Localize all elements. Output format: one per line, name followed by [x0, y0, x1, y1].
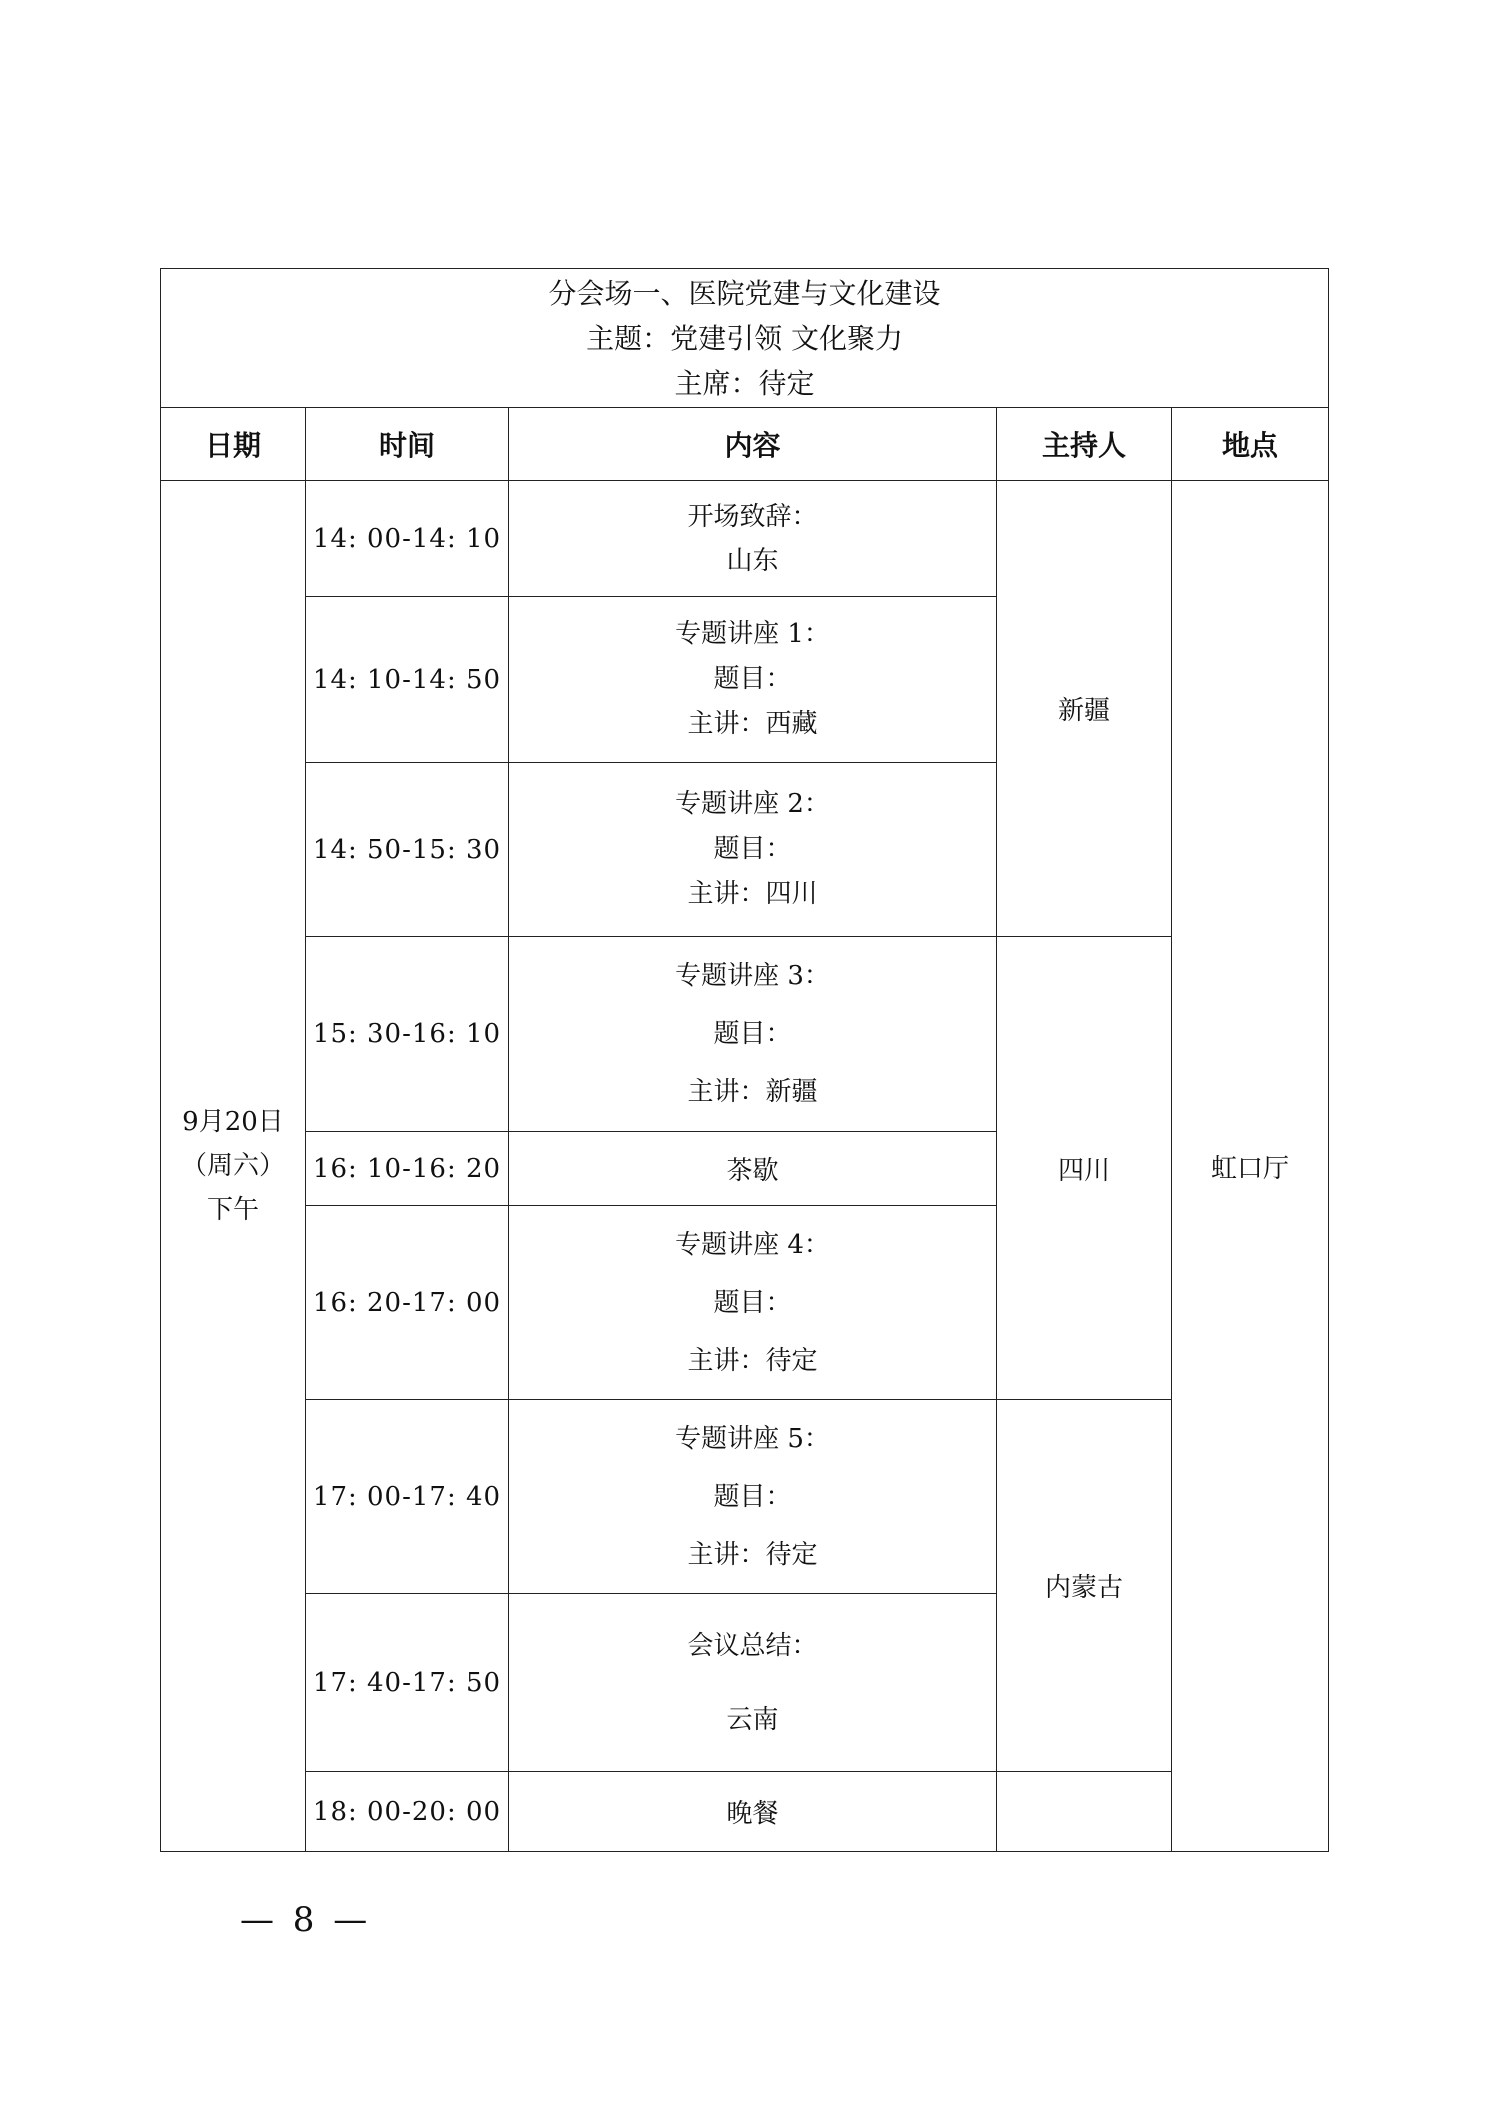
- time-cell: 15: 30-16: 10: [306, 937, 509, 1132]
- content-topic: 题目：: [713, 664, 792, 694]
- host-cell: [997, 1772, 1172, 1852]
- content-topic: 题目：: [713, 1481, 792, 1512]
- content-heading: 专题讲座 4：: [675, 1229, 830, 1260]
- time-cell: 17: 00-17: 40: [306, 1400, 509, 1594]
- date-weekday: （周六）: [180, 1151, 285, 1181]
- content-speaker: 山东: [726, 545, 779, 576]
- content-cell: [509, 597, 997, 763]
- content-cell: 茶歇: [509, 1132, 997, 1206]
- content-speaker: 主讲：西藏: [687, 709, 818, 739]
- content-topic: 题目：: [713, 1287, 792, 1318]
- time-cell: 14: 50-15: 30: [306, 763, 509, 937]
- content-cell: [509, 1594, 997, 1772]
- column-header-location: 地点: [1172, 408, 1329, 481]
- column-header-host: 主持人: [997, 408, 1172, 481]
- content-heading: 专题讲座 5：: [675, 1423, 830, 1454]
- time-cell: 14: 10-14: 50: [306, 597, 509, 763]
- session-title: 分会场一、医院党建与文化建设: [548, 276, 941, 310]
- content-speaker: 主讲：待定: [687, 1539, 818, 1570]
- content-cell: 晚餐: [509, 1772, 997, 1852]
- session-theme: 主题：党建引领 文化聚力: [586, 321, 903, 355]
- content-topic: 题目：: [713, 1019, 792, 1049]
- time-cell: 17: 40-17: 50: [306, 1594, 509, 1772]
- schedule-sheet: [160, 268, 1328, 1852]
- content-heading: 开场致辞：: [687, 501, 818, 532]
- content-cell: [509, 937, 997, 1132]
- content-cell: [509, 481, 997, 597]
- time-cell: 14: 00-14: 10: [306, 481, 509, 597]
- content-speaker: 云南: [726, 1704, 779, 1735]
- session-chair: 主席：待定: [674, 366, 815, 400]
- table-row: [161, 937, 1329, 1132]
- column-header-time: 时间: [306, 408, 509, 481]
- time-cell: 18: 00-20: 00: [306, 1772, 509, 1852]
- content-topic: 题目：: [713, 834, 792, 864]
- column-header-row: [161, 408, 1329, 481]
- content-heading: 会议总结：: [687, 1630, 818, 1661]
- table-row: [161, 1400, 1329, 1594]
- content-heading: 专题讲座 3：: [675, 961, 830, 991]
- location-cell: 虹口厅: [1172, 481, 1329, 1852]
- content-heading: 专题讲座 1：: [675, 619, 830, 649]
- content-cell: [509, 763, 997, 937]
- content-cell: [509, 1400, 997, 1594]
- table-row: [161, 481, 1329, 597]
- content-speaker: 主讲：四川: [687, 879, 818, 909]
- date-cell: [161, 481, 306, 1852]
- table-row: [161, 1772, 1329, 1852]
- content-speaker: 主讲：新疆: [687, 1077, 818, 1107]
- date-period: 下午: [206, 1195, 259, 1225]
- column-header-content: 内容: [509, 408, 997, 481]
- page-number: — 8 —: [240, 1900, 372, 1940]
- date-day: 9月20日: [182, 1107, 284, 1137]
- time-cell: 16: 20-17: 00: [306, 1206, 509, 1400]
- column-header-date: 日期: [161, 408, 306, 481]
- content-speaker: 主讲：待定: [687, 1345, 818, 1376]
- host-cell: 内蒙古: [997, 1400, 1172, 1772]
- content-heading: 专题讲座 2：: [675, 789, 830, 819]
- host-cell: 新疆: [997, 481, 1172, 937]
- host-cell: 四川: [997, 937, 1172, 1400]
- table-title-block: [161, 269, 1329, 408]
- time-cell: 16: 10-16: 20: [306, 1132, 509, 1206]
- content-cell: [509, 1206, 997, 1400]
- schedule-table: [160, 268, 1329, 1852]
